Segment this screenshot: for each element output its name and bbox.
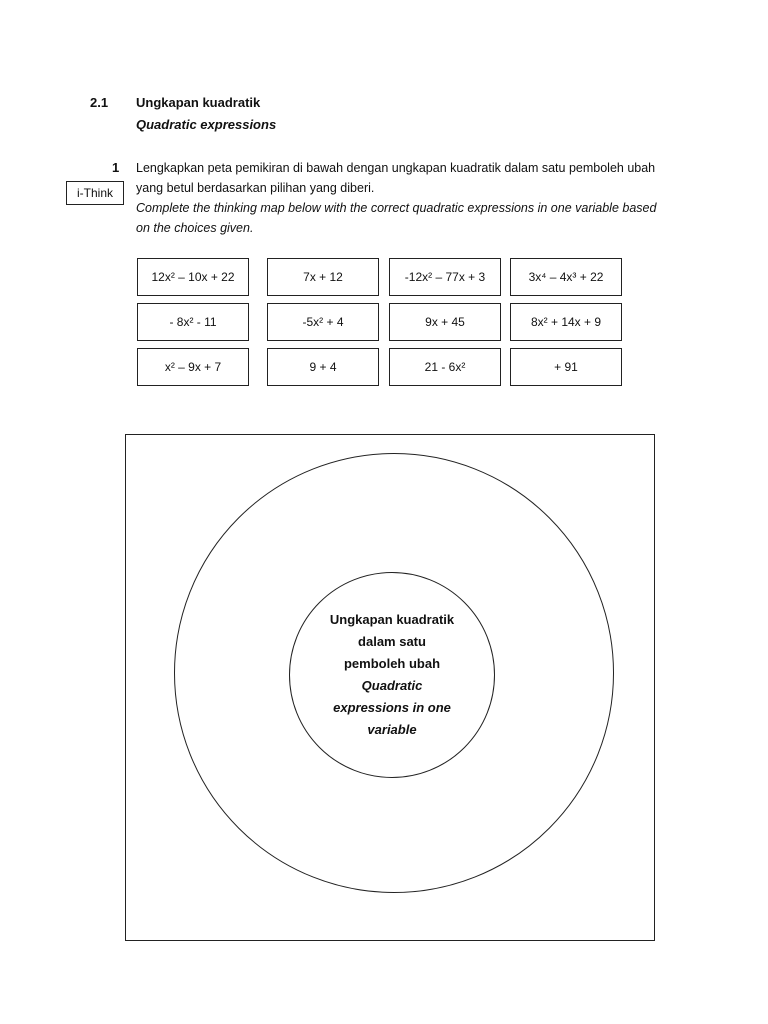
question-number: 1 [112,160,120,175]
choice-box[interactable]: x² – 9x + 7 [137,348,249,386]
choice-box[interactable]: 12x² – 10x + 22 [137,258,249,296]
circle-map-center [289,572,495,778]
question-text-ms-line1: Lengkapkan peta pemikiran di bawah dengan ungkapan kuadratik dalam satu pemboleh ubah [136,161,656,175]
center-label-ms-3: pemboleh ubah [343,656,441,671]
center-label-en-3: variable [367,722,417,737]
center-label-en-1: Quadratic [361,678,423,693]
choice-box[interactable]: + 91 [510,348,622,386]
choice-box[interactable]: 3x⁴ – 4x³ + 22 [510,258,622,296]
question-text-ms-line2: yang betul berdasarkan pilihan yang diberi. [136,181,375,195]
center-label-ms-2: dalam satu [358,634,426,649]
choice-box[interactable]: - 8x² - 11 [137,303,249,341]
section-subtitle: Quadratic expressions [136,117,277,132]
question-text [136,158,696,238]
section-title: Ungkapan kuadratik [136,95,261,110]
choice-box[interactable]: -5x² + 4 [267,303,379,341]
center-label-ms-1: Ungkapan kuadratik [329,612,455,627]
choice-box[interactable]: 9x + 45 [389,303,501,341]
choice-box[interactable]: 8x² + 14x + 9 [510,303,622,341]
question-text-en-line2: on the choices given. [136,221,254,235]
choice-box[interactable]: 7x + 12 [267,258,379,296]
choice-box[interactable]: 21 - 6x² [389,348,501,386]
question-text-en-line1: Complete the thinking map below with the correct quadratic expressions in one variable based [136,201,657,215]
choice-box[interactable]: -12x² – 77x + 3 [389,258,501,296]
ithink-badge: i-Think [66,181,124,205]
choice-box[interactable]: 9 + 4 [267,348,379,386]
center-label-en-2: expressions in one [333,700,451,715]
section-number: 2.1 [90,95,109,110]
